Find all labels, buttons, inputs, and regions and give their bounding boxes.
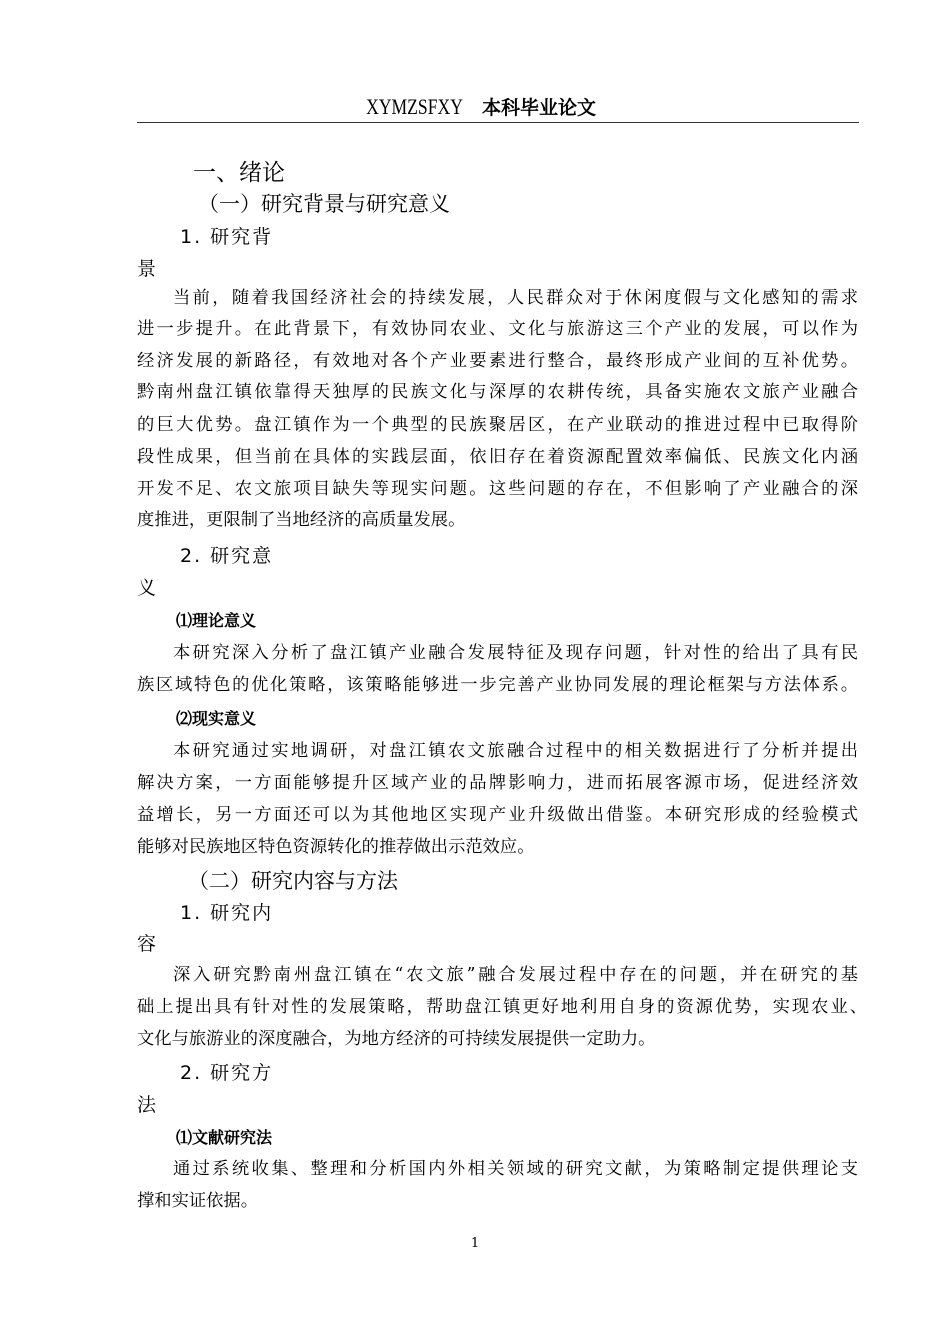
header-title: 本科毕业论文 [482,97,597,119]
page-header [0,96,950,119]
subsection-title-wrap: 景 [137,258,159,280]
subsection-title: 1. 研究背 [180,226,274,248]
chapter-title: 一、绪论 [193,160,285,186]
subsection-title: 1. 研究内 [180,902,274,924]
section-title: （一）研究背景与研究意义 [198,192,450,216]
header-rule [137,122,859,123]
subsection-title: 2. 研究意 [180,545,274,567]
paragraph-line: 开发不足、农文旅项目缺失等现实问题。这些问题的存在，不但影响了产业融合的深 [137,479,858,499]
point-title: ⑴理论意义 [176,611,257,630]
paragraph-line: 撑和实证依据。 [137,1191,258,1211]
paragraph-line: 解决方案，一方面能够提升区域产业的品牌影响力，进而拓展客源市场，促进经济效 [137,773,858,793]
paragraph-line: 能够对民族地区特色资源转化的推荐做出示范效应。 [137,837,535,857]
paragraph-line: 础上提出具有针对性的发展策略，帮助盘江镇更好地利用自身的资源优势，实现农业、 [137,997,867,1017]
paragraph-line: 黔南州盘江镇依靠得天独厚的民族文化与深厚的农耕传统，具备实施农文旅产业融合 [137,382,858,402]
section-title: （二）研究内容与方法 [188,869,398,893]
subsection-title: 2. 研究方 [180,1062,274,1084]
point-title: ⑴文献研究法 [176,1128,273,1147]
paragraph-line: 度推进，更限制了当地经济的高质量发展。 [137,510,466,530]
paragraph-line: 当前，随着我国经济社会的持续发展，人民群众对于休闲度假与文化感知的需求 [173,288,858,308]
paragraph-line: 文化与旅游业的深度融合，为地方经济的可持续发展提供一定助力。 [137,1029,656,1049]
paragraph-line: 族区域特色的优化策略，该策略能够进一步完善产业协同发展的理论框架与方法体系。 [137,675,858,695]
paragraph-line: 段性成果，但当前在具体的实践层面，依旧存在着资源配置效率偏低、民族文化内涵 [137,447,858,467]
paragraph-line: 益增长，另一方面还可以为其他地区实现产业升级做出借鉴。本研究形成的经验模式 [137,805,858,825]
header-latin: XYMZSFXY [366,94,463,119]
point-title: ⑵现实意义 [176,709,257,728]
paragraph-line: 经济发展的新路径，有效地对各个产业要素进行整合，最终形成产业间的互补优势。 [137,351,858,371]
subsection-title-wrap: 容 [137,933,159,955]
paragraph-line: 通过系统收集、整理和分析国内外相关领域的研究文献，为策略制定提供理论支 [173,1159,858,1179]
paragraph-line: 本研究通过实地调研，对盘江镇农文旅融合过程中的相关数据进行了分析并提出 [173,741,858,761]
paragraph-line: 进一步提升。在此背景下，有效协同农业、文化与旅游这三个产业的发展，可以作为 [137,319,858,339]
page-number: 1 [470,1236,480,1251]
subsection-title-wrap: 法 [137,1094,159,1116]
paragraph-line: 深入研究黔南州盘江镇在“农文旅”融合发展过程中存在的问题，并在研究的基 [173,965,858,985]
paragraph-line: 本研究深入分析了盘江镇产业融合发展特征及现存问题，针对性的给出了具有民 [173,643,858,663]
subsection-title-wrap: 义 [137,577,159,599]
paragraph-line: 的巨大优势。盘江镇作为一个典型的民族聚居区，在产业联动的推进过程中已取得阶 [137,415,858,435]
